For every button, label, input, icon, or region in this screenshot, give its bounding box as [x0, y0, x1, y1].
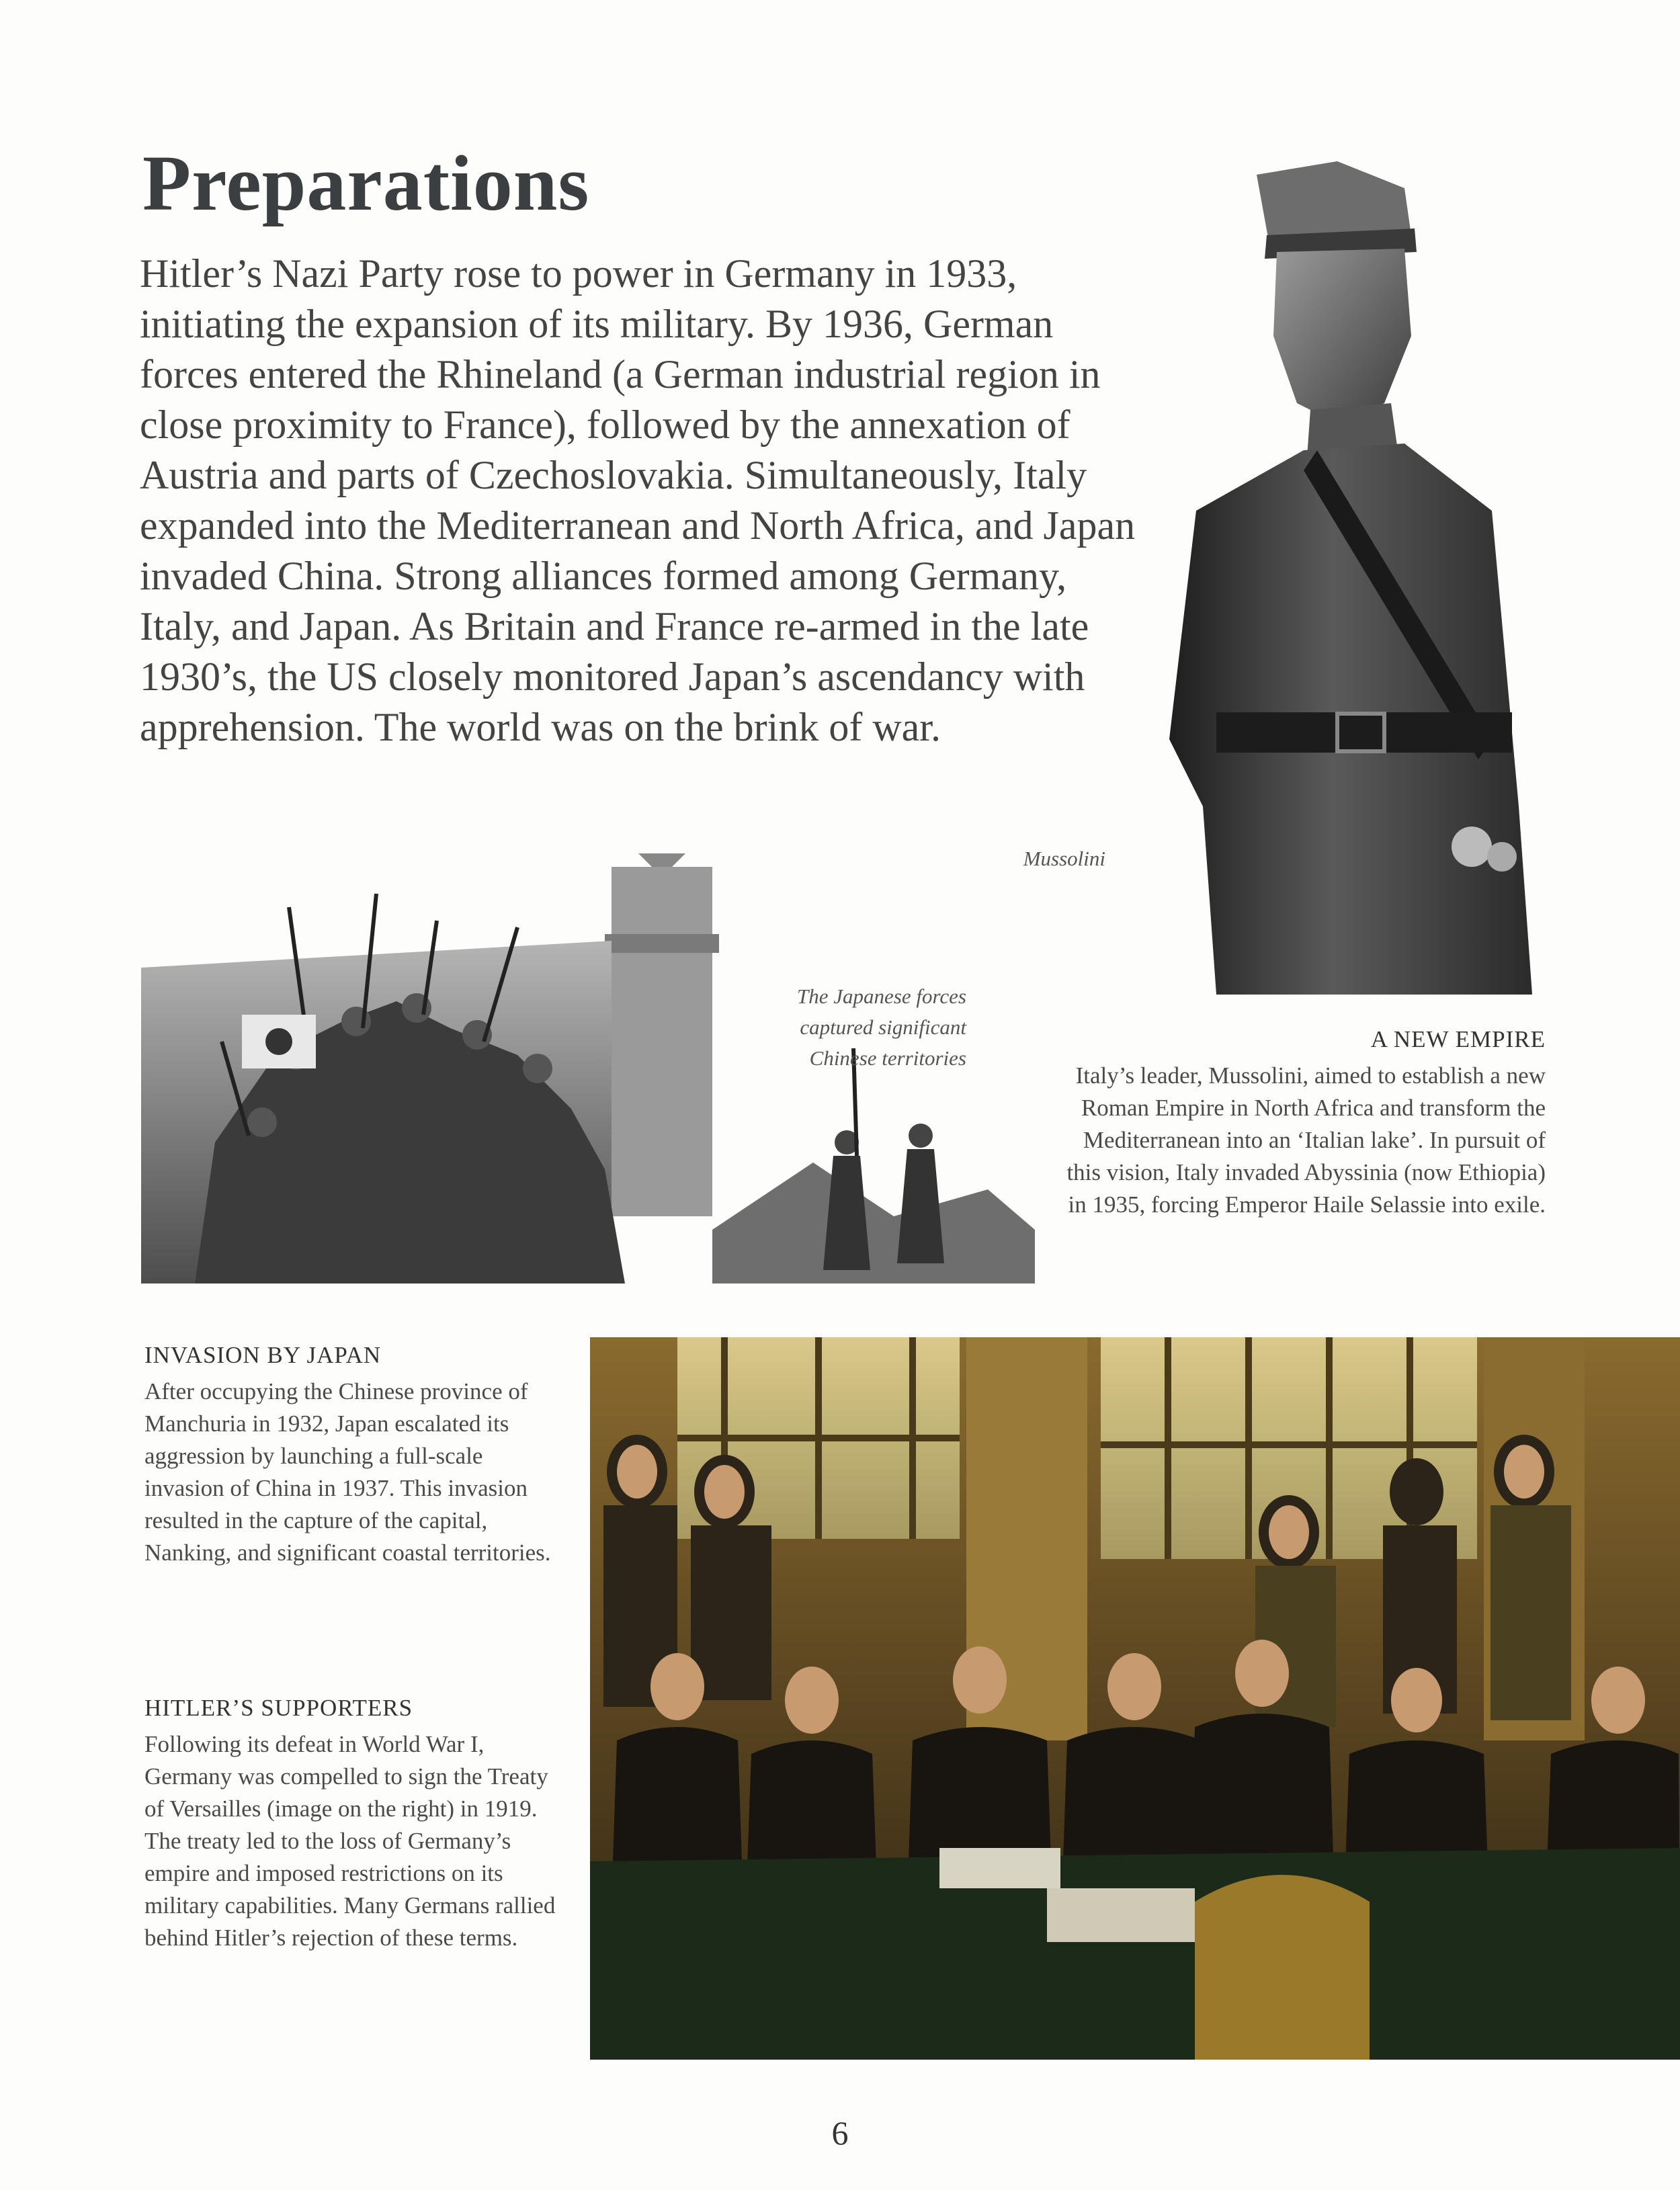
section-hitlers-supporters — [144, 1693, 568, 1954]
page-number: 6 — [831, 2114, 849, 2152]
intro-paragraph: Hitler’s Nazi Party rose to power in Germany in 1933, initiating the expansion of its military. By 1936, German forces entered the Rhineland (a German industrial region in close proximity to France), followed by the annexation of Austria and parts of Czechoslovakia. Simultaneously, Italy expanded into the Mediterranean and North Africa, and Japan invaded China. Strong alliances formed among Germany, Italy, and Japan. As Britain and France re-armed in the late 1930’s, the US closely monitored Japan’s ascendancy with apprehension. The world was on the brink of war. — [140, 251, 1136, 749]
section-heading: INVASION BY JAPAN — [144, 1342, 382, 1368]
treaty-of-versailles-painting — [590, 1337, 1680, 2060]
section-body: After occupying the Chinese province of Manchuria in 1932, Japan escalated its aggression by launching a full-scale invasion of China in 1937. This invasion resulted in the capture of the capital, Nanking, and significant coastal territories. — [144, 1378, 551, 1566]
section-body: Italy’s leader, Mussolini, aimed to establish a new Roman Empire in North Africa and transform the Mediterranean into an ‘Italian lake’. In pursuit of this vision, Italy invaded Abyssinia (now Ethiopia) in 1935, forcing Emperor Haile Selassie into exile. — [1066, 1062, 1546, 1218]
section-body: Following its defeat in World War I, Germany was compelled to sign the Treaty of Versailles (image on the right) in 1919. The treaty led to the loss of Germany’s empire and imposed restrictions on its military capabilities. Many Germans rallied behind Hitler’s rejection of these terms. — [144, 1731, 556, 1951]
japanese-forces-caption: The Japanese forces captured significant Chinese territories — [797, 984, 966, 1070]
mussolini-caption: Mussolini — [1023, 847, 1105, 870]
section-heading: A NEW EMPIRE — [1370, 1026, 1546, 1052]
page-title: Preparations — [142, 139, 590, 227]
section-heading: HITLER’S SUPPORTERS — [144, 1695, 413, 1721]
section-invasion-by-japan — [144, 1341, 568, 1569]
section-new-empire — [1048, 1025, 1546, 1221]
mussolini-photo — [1116, 134, 1552, 995]
